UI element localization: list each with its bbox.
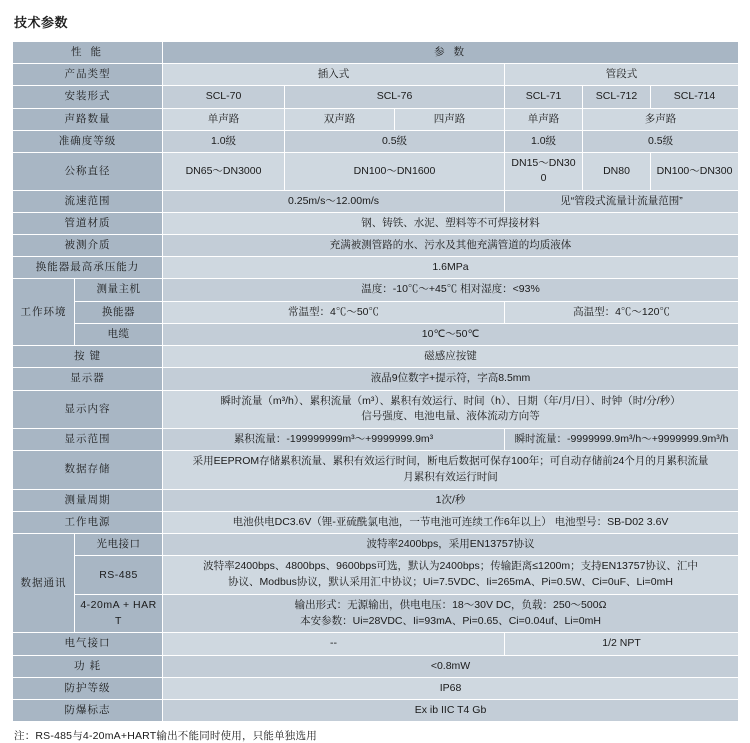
row-label-environment: 工作环境 <box>13 279 75 346</box>
row-label-environment-host: 测量主机 <box>75 279 163 301</box>
value-comm-hart <box>163 594 739 633</box>
table-row <box>13 655 739 677</box>
row-label-consumption: 功 耗 <box>13 655 163 677</box>
value-data-storage-line1: 采用EEPROM存储累积流量、累积有效运行时间，断电后数据可保存100年；可自动存储前24个月的月累积流量 <box>192 455 709 468</box>
value-environment-host: 温度：-10℃～+45℃ 相对湿度：<93% <box>163 279 739 301</box>
value-diameter-1: DN65～DN3000 <box>163 153 285 190</box>
value-electrical-interface-2: 1/2 NPT <box>505 633 739 655</box>
value-comm-rs485-line1: 波特率2400bps、4800bps、9600bps可选，默认为2400bps；传输距离≤1200m；支持EN13757协议、汇中 <box>203 560 698 573</box>
value-data-storage-line2: 月累积有效运行时间 <box>403 470 498 483</box>
value-accuracy-10: 1.0级 <box>163 130 285 152</box>
value-comm-rs485 <box>163 556 739 595</box>
value-pressure: 1.6MPa <box>163 257 739 279</box>
table-row <box>13 677 739 699</box>
value-model-scl70: SCL-70 <box>163 86 285 108</box>
row-label-flow-range: 流速范围 <box>13 190 163 212</box>
specification-table <box>12 41 739 722</box>
table-row <box>13 257 739 279</box>
value-ex-mark: Ex ib IIC T4 Gb <box>163 700 739 722</box>
value-environment-cable: 10℃～50℃ <box>163 323 739 345</box>
row-label-medium: 被测介质 <box>13 234 163 256</box>
table-row <box>13 86 739 108</box>
table-row <box>13 451 739 490</box>
footnote: 注：RS-485与4-20mA+HART输出不能同时使用，只能单独选用 <box>14 730 317 743</box>
value-environment-transducer-high: 高温型：4℃～120℃ <box>505 301 739 323</box>
value-diameter-3: DN15～DN300 <box>505 153 583 190</box>
value-comm-optical: 波特率2400bps，采用EN13757协议 <box>163 534 739 556</box>
table-row <box>13 390 739 429</box>
value-comm-hart-line2: 本安参数：Ui=28VDC、Ii=93mA、Pi=0.65、Ci=0.04uf、Li=0mH <box>300 614 601 627</box>
table-row <box>13 301 739 323</box>
table-row <box>13 429 739 451</box>
value-channel-multi: 多声路 <box>583 108 739 130</box>
value-accuracy-05b: 0.5级 <box>583 130 739 152</box>
table-row <box>13 534 739 556</box>
value-diameter-4: DN80 <box>583 153 651 190</box>
row-label-pressure: 换能器最高承压能力 <box>13 257 163 279</box>
table-row <box>13 700 739 722</box>
value-medium: 充满被测管路的水、污水及其他充满管道的均质液体 <box>163 234 739 256</box>
row-label-environment-cable: 电缆 <box>75 323 163 345</box>
row-label-data-storage: 数据存储 <box>13 451 163 490</box>
row-label-comm-hart: 4-20mA + HART <box>75 594 163 633</box>
row-label-channel-count: 声路数量 <box>13 108 163 130</box>
row-label-display-range: 显示范围 <box>13 429 163 451</box>
row-label-diameter: 公称直径 <box>13 153 163 190</box>
value-accuracy-05: 0.5级 <box>285 130 505 152</box>
table-row <box>13 556 739 595</box>
row-label-ex-mark: 防爆标志 <box>13 700 163 722</box>
value-display-range-total: 累积流量：-199999999m³～+9999999.9m³ <box>163 429 505 451</box>
row-label-protection: 防护等级 <box>13 677 163 699</box>
table-row <box>13 279 739 301</box>
table-row <box>13 212 739 234</box>
value-display-content-line1: 瞬时流量（m³/h）、累积流量（m³）、累积有效运行、时间（h）、日期（年/月/日）、时钟（时/分/秒） <box>220 394 681 407</box>
table-row <box>13 511 739 533</box>
value-comm-rs485-line2: 协议、Modbus协议，默认采用汇中协议；Ui=7.5VDC、Ii=265mA、Pi=0.5W、Ci=0uF、Li=0mH <box>228 576 673 589</box>
table-row <box>13 190 739 212</box>
table-row <box>13 153 739 190</box>
value-display-range-instant: 瞬时流量：-9999999.9m³/h～+9999999.9m³/h <box>505 429 739 451</box>
table-row <box>13 108 739 130</box>
value-display-content-line2: 信号强度、电池电量、液体流动方向等 <box>361 410 540 423</box>
value-comm-hart-line1: 输出形式：无源输出，供电电压：18～30V DC，负载：250～500Ω <box>294 598 607 611</box>
row-label-measure-cycle: 测量周期 <box>13 489 163 511</box>
value-flow-range-2: 见“管段式流量计流量范围” <box>505 190 739 212</box>
table-row <box>13 346 739 368</box>
row-label-product-type: 产品类型 <box>13 64 163 86</box>
value-accuracy-10b: 1.0级 <box>505 130 583 152</box>
value-product-type-insertion: 插入式 <box>163 64 505 86</box>
table-row <box>13 489 739 511</box>
row-label-electrical-interface: 电气接口 <box>13 633 163 655</box>
value-data-storage <box>163 451 739 490</box>
value-diameter-5: DN100～DN300 <box>651 153 739 190</box>
value-flow-range-1: 0.25m/s～12.00m/s <box>163 190 505 212</box>
value-display-content <box>163 390 739 429</box>
row-label-display-content: 显示内容 <box>13 390 163 429</box>
value-keys: 磁感应按键 <box>163 346 739 368</box>
value-measure-cycle: 1次/秒 <box>163 489 739 511</box>
page-title: 技术参数 <box>14 15 69 30</box>
row-label-comm-rs485: RS-485 <box>75 556 163 595</box>
value-power: 电池供电DC3.6V（锂-亚硫酰氯电池，一节电池可连续工作6年以上） 电池型号：SB-D02 3.6V <box>163 511 739 533</box>
value-channel-quad: 四声路 <box>395 108 505 130</box>
row-label-environment-transducer: 换能器 <box>75 301 163 323</box>
value-consumption: <0.8mW <box>163 655 739 677</box>
value-diameter-2: DN100～DN1600 <box>285 153 505 190</box>
row-label-comm-optical: 光电接口 <box>75 534 163 556</box>
table-row <box>13 633 739 655</box>
value-pipe-material: 钢、铸铁、水泥、塑料等不可焊接材料 <box>163 212 739 234</box>
value-model-scl71: SCL-71 <box>505 86 583 108</box>
row-label-pipe-material: 管道材质 <box>13 212 163 234</box>
value-channel-single-2: 单声路 <box>505 108 583 130</box>
row-label-comm: 数据通讯 <box>13 534 75 633</box>
row-label-power: 工作电源 <box>13 511 163 533</box>
table-row <box>13 130 739 152</box>
value-model-scl712: SCL-712 <box>583 86 651 108</box>
row-label-accuracy: 准确度等级 <box>13 130 163 152</box>
header-performance: 性 能 <box>13 42 163 64</box>
row-label-install-form: 安装形式 <box>13 86 163 108</box>
table-row <box>13 234 739 256</box>
value-product-type-inline: 管段式 <box>505 64 739 86</box>
table-row <box>13 368 739 390</box>
value-channel-dual: 双声路 <box>285 108 395 130</box>
value-protection: IP68 <box>163 677 739 699</box>
value-environment-transducer-normal: 常温型：4℃～50℃ <box>163 301 505 323</box>
value-model-scl76: SCL-76 <box>285 86 505 108</box>
table-row <box>13 42 739 64</box>
header-parameter: 参 数 <box>163 42 739 64</box>
row-label-keys: 按 键 <box>13 346 163 368</box>
value-model-scl714: SCL-714 <box>651 86 739 108</box>
table-row <box>13 64 739 86</box>
value-display: 液晶9位数字+提示符，字高8.5mm <box>163 368 739 390</box>
row-label-display: 显示器 <box>13 368 163 390</box>
value-electrical-interface-1: -- <box>163 633 505 655</box>
value-channel-single: 单声路 <box>163 108 285 130</box>
table-row <box>13 323 739 345</box>
table-row <box>13 594 739 633</box>
